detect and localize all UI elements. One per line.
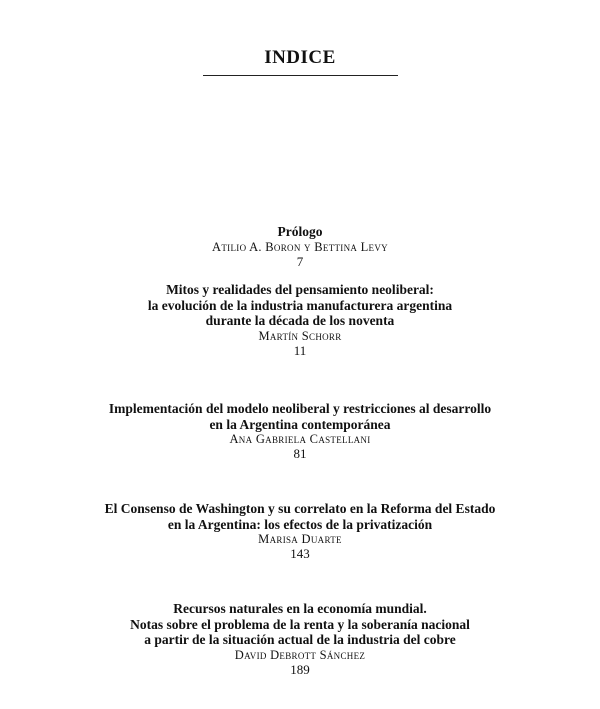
entry-title: El Consenso de Washington y su correlato en la Reforma del Estado	[104, 501, 496, 516]
entry-title: Prólogo	[277, 224, 323, 239]
page-title: INDICE	[264, 47, 336, 68]
entry-author: Marisa Duarte	[258, 532, 342, 546]
entry-title: en la Argentina contemporánea	[209, 416, 391, 432]
toc-entry-recursos[interactable]	[0, 601, 600, 677]
entry-page: 81	[293, 446, 307, 461]
entry-title: durante la década de los noventa	[205, 313, 395, 328]
entry-page: 11	[293, 342, 307, 358]
toc-entry-prologo[interactable]	[0, 224, 600, 269]
entry-author: David Debrott Sánchez	[234, 647, 366, 662]
entry-title: la evolución de la industria manufacturera argentina	[147, 297, 453, 313]
entry-author: Ana Gabriela Castellani	[229, 432, 371, 446]
entry-page: 7	[296, 253, 304, 269]
entry-title: a partir de la situación actual de la industria del cobre	[144, 632, 456, 647]
entry-author: Martín Schorr	[258, 328, 342, 343]
entry-title: en la Argentina: los efectos de la privatización	[167, 516, 433, 532]
entry-title: Notas sobre el problema de la renta y la soberanía nacional	[130, 616, 470, 632]
toc-entry-consenso[interactable]	[0, 501, 600, 561]
entry-page: 189	[290, 661, 310, 677]
toc-entry-implementacion[interactable]	[0, 401, 600, 461]
title-underline	[203, 75, 398, 76]
toc-entry-mitos[interactable]	[0, 282, 600, 358]
entry-title: Implementación del modelo neoliberal y restricciones al desarrollo	[108, 401, 492, 416]
entry-title: Recursos naturales en la economía mundial.	[173, 601, 427, 616]
entry-title: Mitos y realidades del pensamiento neoliberal:	[166, 282, 434, 297]
entry-author: Atilio A. Boron y Bettina Levy	[212, 239, 388, 254]
entry-page: 143	[290, 546, 310, 561]
